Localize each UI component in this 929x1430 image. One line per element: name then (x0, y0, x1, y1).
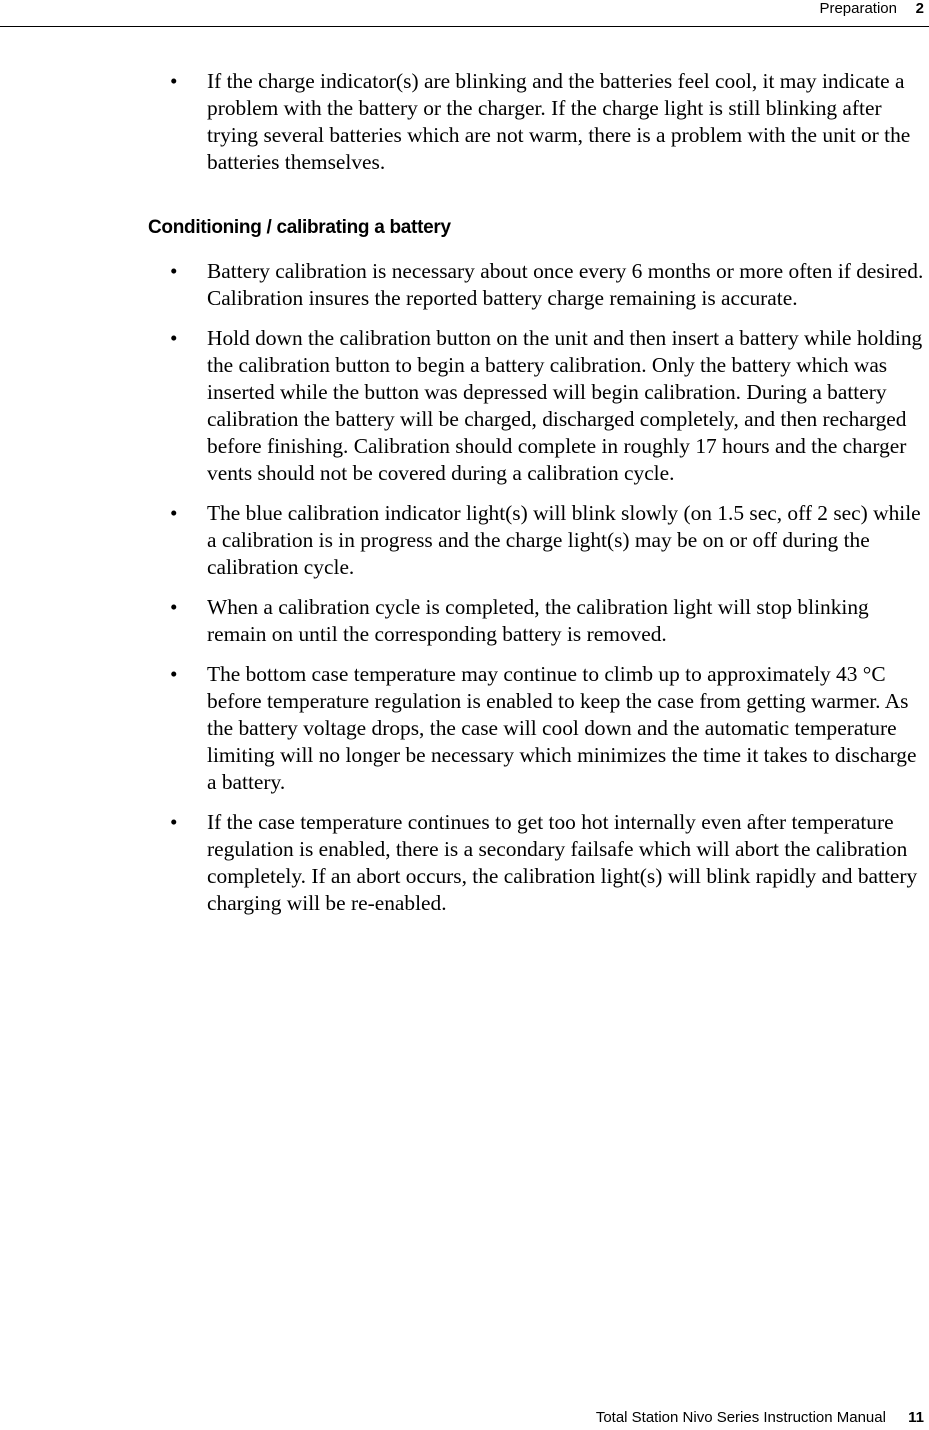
section-heading: Conditioning / calibrating a battery (148, 217, 451, 238)
header-chapter-number: 2 (915, 0, 924, 17)
list-item-text: If the charge indicator(s) are blinking and the batteries feel cool, it may indicate a problem with the battery or the charger. If the charge light is still blinking after trying several batteries which are not warm, there is a problem with the unit or the batteries themselves. (207, 69, 911, 174)
list-item (0, 325, 929, 487)
list-item (0, 809, 929, 917)
list-item (0, 500, 929, 581)
list-item-text: When a calibration cycle is completed, the calibration light will stop blinking remain on until the corresponding battery is removed. (207, 595, 869, 646)
page-header (0, 0, 929, 27)
intro-bullet-list (0, 68, 929, 189)
calibration-bullet-list (0, 258, 929, 930)
list-item-text: The blue calibration indicator light(s) will blink slowly (on 1.5 sec, off 2 sec) while a calibration is in progress and the charge light(s) may be on or off during the calibration cycle. (207, 501, 921, 579)
bullet-icon: • (170, 259, 178, 283)
list-item (0, 68, 929, 176)
bullet-icon: • (170, 595, 178, 619)
list-item (0, 661, 929, 796)
list-item-text: Battery calibration is necessary about once every 6 months or more often if desired. Calibration insures the reported battery charge remaining is accurate. (207, 259, 924, 310)
bullet-icon: • (170, 501, 178, 525)
page-footer (596, 1409, 924, 1426)
list-item-text: Hold down the calibration button on the unit and then insert a battery while holding the calibration button to begin a battery calibration. Only the battery which was inserted while the button was depressed will begin calibration. During a battery calibration the battery will be charged, discharged completely, and then recharged before finishing. Calibration should complete in roughly 17 hours and the charger vents should not be covered during a calibration cycle. (207, 326, 923, 485)
list-item-text: If the case temperature continues to get too hot internally even after temperature regulation is enabled, there is a secondary failsafe which will abort the calibration completely. If an abort occurs, the calibration light(s) will blink rapidly and battery charging will be re-enabled. (207, 810, 918, 915)
bullet-icon: • (170, 326, 178, 350)
list-item (0, 594, 929, 648)
list-item (0, 258, 929, 312)
bullet-icon: • (170, 69, 178, 93)
bullet-icon: • (170, 810, 178, 834)
header-section-title: Preparation (819, 0, 897, 17)
footer-manual-title: Total Station Nivo Series Instruction Manual (595, 1409, 886, 1426)
list-item-text: The bottom case temperature may continue to climb up to approximately 43 °C before temperature regulation is enabled to keep the case from getting warmer. As the battery voltage drops, the case will cool down and the automatic temperature limiting will no longer be necessary which minimizes the time it takes to discharge a battery. (207, 662, 917, 794)
page-number: 11 (908, 1409, 924, 1426)
bullet-icon: • (170, 662, 178, 686)
